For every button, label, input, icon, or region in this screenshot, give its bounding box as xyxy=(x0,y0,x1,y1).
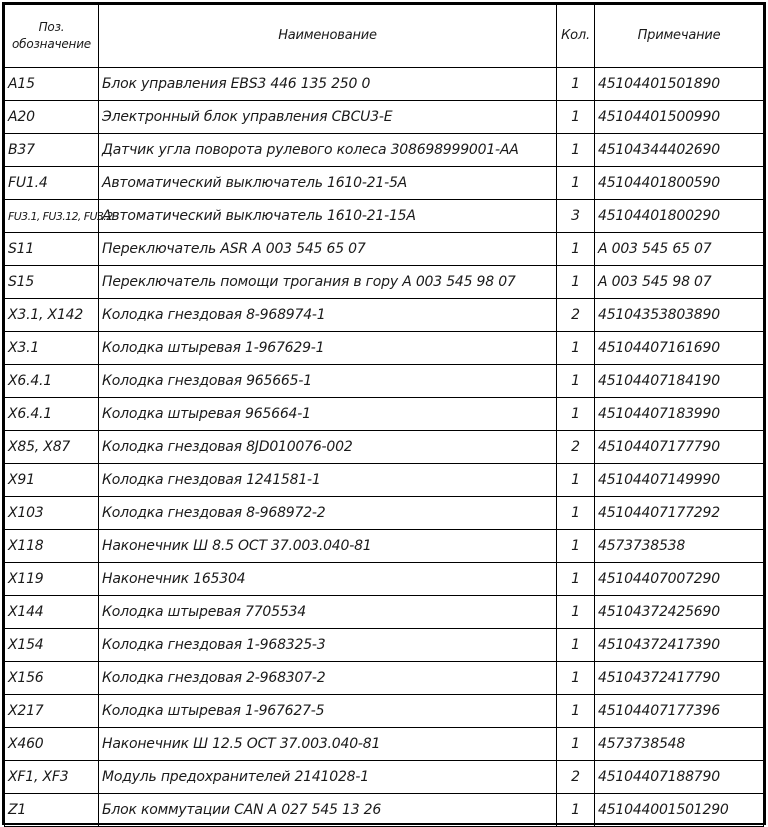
cell-name: Датчик угла поворота рулевого колеса 308698999001-AA xyxy=(99,134,557,167)
table-row xyxy=(5,167,764,200)
cell-quantity: 2 xyxy=(557,431,595,464)
cell-quantity: 1 xyxy=(557,596,595,629)
cell-note: 45104407007290 xyxy=(595,563,764,596)
table-row xyxy=(5,200,764,233)
cell-quantity: 1 xyxy=(557,398,595,431)
cell-quantity: 2 xyxy=(557,761,595,794)
cell-note: 45104407161690 xyxy=(595,332,764,365)
cell-position: XF1, XF3 xyxy=(5,761,99,794)
cell-position: FU1.4 xyxy=(5,167,99,200)
table-row xyxy=(5,365,764,398)
cell-name: Наконечник 165304 xyxy=(99,563,557,596)
cell-name: Колодка штыревая 965664-1 xyxy=(99,398,557,431)
table-row xyxy=(5,794,764,827)
cell-note: 45104344402690 xyxy=(595,134,764,167)
cell-name: Колодка штыревая 1-967627-5 xyxy=(99,695,557,728)
parts-list-table xyxy=(4,4,764,827)
cell-position: B37 xyxy=(5,134,99,167)
cell-position: FU3.1, FU3.12, FU3.2 xyxy=(5,200,99,233)
cell-name: Колодка гнездовая 1241581-1 xyxy=(99,464,557,497)
cell-note: 45104407177790 xyxy=(595,431,764,464)
cell-quantity: 1 xyxy=(557,101,595,134)
cell-name: Колодка штыревая 7705534 xyxy=(99,596,557,629)
table-row xyxy=(5,332,764,365)
table-row xyxy=(5,299,764,332)
cell-note: 45104407177396 xyxy=(595,695,764,728)
cell-name: Блок коммутации CAN A 027 545 13 26 xyxy=(99,794,557,827)
cell-note: A 003 545 98 07 xyxy=(595,266,764,299)
cell-quantity: 1 xyxy=(557,662,595,695)
cell-quantity: 1 xyxy=(557,464,595,497)
cell-note: 45104401800290 xyxy=(595,200,764,233)
cell-note: 451044001501290 xyxy=(595,794,764,827)
cell-name: Колодка штыревая 1-967629-1 xyxy=(99,332,557,365)
cell-quantity: 1 xyxy=(557,497,595,530)
cell-note: 45104401500990 xyxy=(595,101,764,134)
column-header-note: Примечание xyxy=(595,5,764,68)
cell-position: X154 xyxy=(5,629,99,662)
cell-quantity: 2 xyxy=(557,299,595,332)
cell-note: 45104407177292 xyxy=(595,497,764,530)
cell-quantity: 1 xyxy=(557,695,595,728)
table-row xyxy=(5,662,764,695)
cell-quantity: 1 xyxy=(557,794,595,827)
cell-position: X6.4.1 xyxy=(5,398,99,431)
cell-position: Z1 xyxy=(5,794,99,827)
cell-position: X119 xyxy=(5,563,99,596)
cell-note: 45104407183990 xyxy=(595,398,764,431)
cell-quantity: 1 xyxy=(557,332,595,365)
cell-position: X460 xyxy=(5,728,99,761)
column-header-name: Наименование xyxy=(99,5,557,68)
cell-quantity: 1 xyxy=(557,167,595,200)
cell-name: Колодка гнездовая 8-968972-2 xyxy=(99,497,557,530)
cell-note: 45104407149990 xyxy=(595,464,764,497)
table-header-row xyxy=(5,5,764,68)
cell-name: Наконечник Ш 8.5 ОСТ 37.003.040-81 xyxy=(99,530,557,563)
cell-position: X156 xyxy=(5,662,99,695)
cell-name: Колодка гнездовая 8-968974-1 xyxy=(99,299,557,332)
cell-quantity: 1 xyxy=(557,68,595,101)
table-row xyxy=(5,497,764,530)
table-row xyxy=(5,233,764,266)
table-row xyxy=(5,728,764,761)
cell-quantity: 1 xyxy=(557,365,595,398)
cell-position: X103 xyxy=(5,497,99,530)
cell-position: X3.1, X142 xyxy=(5,299,99,332)
cell-note: 45104353803890 xyxy=(595,299,764,332)
cell-note: 45104372425690 xyxy=(595,596,764,629)
position-header-line1: Поз. xyxy=(38,20,65,34)
cell-note: 45104401800590 xyxy=(595,167,764,200)
cell-position: X3.1 xyxy=(5,332,99,365)
table-row xyxy=(5,101,764,134)
cell-name: Колодка гнездовая 1-968325-3 xyxy=(99,629,557,662)
table-row xyxy=(5,761,764,794)
table-row xyxy=(5,530,764,563)
cell-name: Колодка гнездовая 8JD010076-002 xyxy=(99,431,557,464)
cell-note: 45104407188790 xyxy=(595,761,764,794)
cell-name: Наконечник Ш 12.5 ОСТ 37.003.040-81 xyxy=(99,728,557,761)
table-row xyxy=(5,431,764,464)
cell-note: 45104407184190 xyxy=(595,365,764,398)
cell-name: Переключатель ASR A 003 545 65 07 xyxy=(99,233,557,266)
cell-quantity: 1 xyxy=(557,233,595,266)
table-row xyxy=(5,464,764,497)
cell-position: X91 xyxy=(5,464,99,497)
table-row xyxy=(5,266,764,299)
table-row xyxy=(5,596,764,629)
cell-position: X144 xyxy=(5,596,99,629)
cell-name: Блок управления EBS3 446 135 250 0 xyxy=(99,68,557,101)
cell-position: A20 xyxy=(5,101,99,134)
cell-quantity: 1 xyxy=(557,266,595,299)
table-row xyxy=(5,398,764,431)
cell-note: A 003 545 65 07 xyxy=(595,233,764,266)
cell-name: Автоматический выключатель 1610-21-15A xyxy=(99,200,557,233)
cell-note: 4573738548 xyxy=(595,728,764,761)
cell-name: Колодка гнездовая 2-968307-2 xyxy=(99,662,557,695)
cell-name: Переключатель помощи трогания в гору A 003 545 98 07 xyxy=(99,266,557,299)
table-row xyxy=(5,629,764,662)
cell-note: 45104372417390 xyxy=(595,629,764,662)
cell-position: S15 xyxy=(5,266,99,299)
cell-note: 45104372417790 xyxy=(595,662,764,695)
column-header-position xyxy=(5,5,99,68)
cell-position: X6.4.1 xyxy=(5,365,99,398)
cell-quantity: 3 xyxy=(557,200,595,233)
table-body xyxy=(5,68,764,827)
cell-name: Модуль предохранителей 2141028-1 xyxy=(99,761,557,794)
column-header-quantity: Кол. xyxy=(557,5,595,68)
cell-quantity: 1 xyxy=(557,563,595,596)
cell-quantity: 1 xyxy=(557,530,595,563)
cell-quantity: 1 xyxy=(557,134,595,167)
position-header-line2: обозначение xyxy=(12,37,91,51)
table-row xyxy=(5,68,764,101)
table-row xyxy=(5,695,764,728)
table-row xyxy=(5,134,764,167)
cell-position: X85, X87 xyxy=(5,431,99,464)
cell-position: X118 xyxy=(5,530,99,563)
cell-position: A15 xyxy=(5,68,99,101)
cell-quantity: 1 xyxy=(557,728,595,761)
cell-name: Электронный блок управления CBCU3-E xyxy=(99,101,557,134)
cell-position: S11 xyxy=(5,233,99,266)
specification-sheet xyxy=(2,2,766,825)
table-row xyxy=(5,563,764,596)
cell-note: 4573738538 xyxy=(595,530,764,563)
cell-position: X217 xyxy=(5,695,99,728)
cell-name: Автоматический выключатель 1610-21-5A xyxy=(99,167,557,200)
cell-name: Колодка гнездовая 965665-1 xyxy=(99,365,557,398)
cell-quantity: 1 xyxy=(557,629,595,662)
cell-note: 45104401501890 xyxy=(595,68,764,101)
